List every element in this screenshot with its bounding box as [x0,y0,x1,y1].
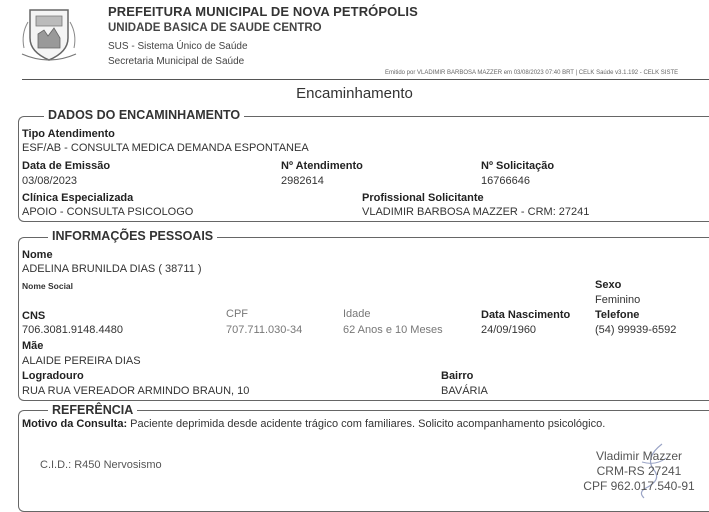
clinica-value: APOIO - CONSULTA PSICOLOGO [22,206,194,218]
nascimento-value: 24/09/1960 [481,324,537,336]
signature-name: Vladimir Mazzer [595,449,682,463]
health-unit-name: UNIDADE BASICA DE SAUDE CENTRO [108,22,322,34]
header-divider [22,79,709,80]
mae-value: ALAIDE PEREIRA DIAS [22,355,141,367]
nome-label: Nome [22,249,53,261]
reference-section-title: REFERÊNCIA [48,403,137,417]
printed-by-line: Emitido por VLADIMIR BARBOSA MAZZER em 03/08/2023 07:40 BRT | CELK Saúde v3.1.192 - CELK SISTE [385,70,679,76]
telefone-value: (54) 99939-6592 [595,324,677,336]
tipo-atendimento-label: Tipo Atendimento [22,128,115,140]
cns-value: 706.3081.9148.4480 [22,324,123,336]
personal-section-title: INFORMAÇÕES PESSOAIS [48,229,217,243]
atendimento-value: 2982614 [281,175,324,187]
telefone-label: Telefone [595,309,640,321]
tipo-atendimento-value: ESF/AB - CONSULTA MEDICA DEMANDA ESPONTANEA [22,142,309,154]
sexo-label: Sexo [595,279,622,291]
data-emissao-value: 03/08/2023 [22,175,78,187]
mae-label: Mãe [22,340,44,352]
sus-line: SUS - Sistema Único de Saúde [108,41,248,52]
profissional-value: VLADIMIR BARBOSA MAZZER - CRM: 27241 [362,206,590,218]
idade-value: 62 Anos e 10 Meses [343,324,443,336]
nome-value: ADELINA BRUNILDA DIAS ( 38711 ) [22,263,202,275]
municipality-name: PREFEITURA MUNICIPAL DE NOVA PETRÓPOLIS [108,4,418,19]
logradouro-value: RUA RUA VEREADOR ARMINDO BRAUN, 10 [22,385,250,397]
nome-social-label: Nome Social [22,281,74,291]
nascimento-label: Data Nascimento [481,309,571,321]
signature-crm: CRM-RS 27241 [596,464,682,478]
municipality-logo [18,4,80,66]
secretariat-line: Secretaria Municipal de Saúde [108,56,245,67]
idade-label: Idade [343,308,371,320]
data-emissao-label: Data de Emissão [22,160,111,172]
bairro-value: BAVÁRIA [441,385,488,397]
profissional-label: Profissional Solicitante [362,192,484,204]
motivo-label: Motivo da Consulta: [22,418,128,430]
clinica-label: Clínica Especializada [22,192,134,204]
atendimento-label: Nº Atendimento [281,160,363,172]
solicitacao-value: 16766646 [481,175,530,187]
document-title: Encaminhamento [296,85,413,102]
solicitacao-label: Nº Solicitação [481,160,555,172]
bairro-label: Bairro [441,370,474,382]
motivo-line [22,418,605,430]
cpf-value: 707.711.030-34 [226,324,303,336]
referral-section-title: DADOS DO ENCAMINHAMENTO [44,108,244,122]
cid-value: C.I.D.: R450 Nervosismo [40,459,162,471]
motivo-value: Paciente deprimida desde acidente trágico com familiares. Solicito acompanhamento psicológico. [130,418,606,430]
sexo-value: Feminino [595,294,641,306]
cpf-label: CPF [226,308,248,320]
logradouro-label: Logradouro [22,370,84,382]
signature-cpf: CPF 962.017.540-91 [583,479,695,493]
cns-label: CNS [22,310,46,322]
